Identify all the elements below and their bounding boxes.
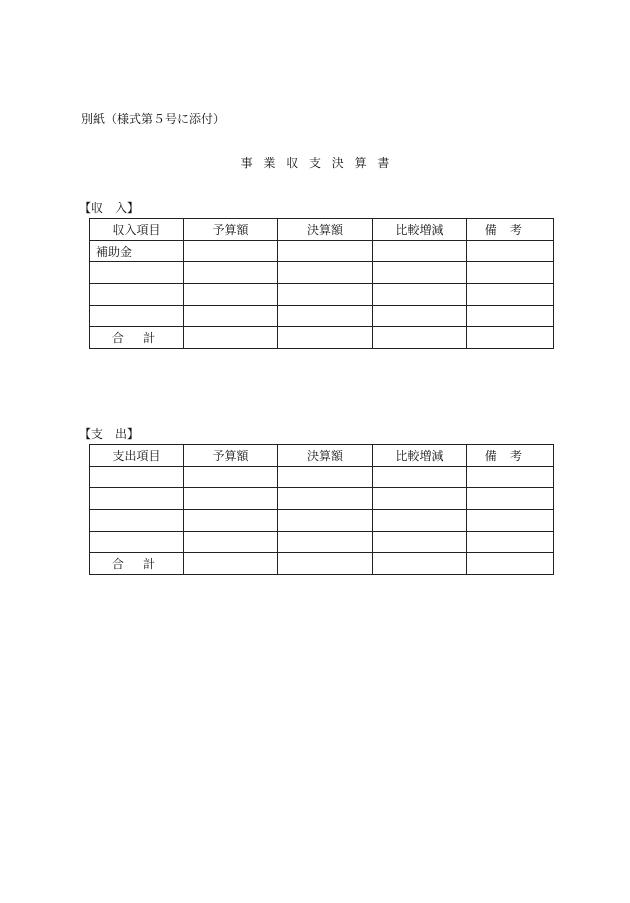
income-item-cell [90, 262, 184, 284]
expense-remarks-cell [467, 488, 554, 510]
expense-item-cell [90, 510, 184, 532]
expense-item-header: 支出項目 [90, 445, 184, 467]
income-budget-header: 予算額 [184, 219, 278, 241]
table-row [90, 466, 554, 488]
expense-remarks-header: 備考 [467, 445, 554, 467]
income-item-cell: 補助金 [90, 240, 184, 262]
income-settlement-cell [278, 262, 373, 284]
income-remarks-cell [467, 262, 554, 284]
table-row [90, 488, 554, 510]
income-settlement-header: 決算額 [278, 219, 373, 241]
expense-budget-cell [184, 531, 278, 553]
expense-item-cell [90, 531, 184, 553]
expense-section-label: 【支 出】 [79, 427, 140, 441]
income-total-remarks [467, 327, 554, 349]
income-remarks-header: 備考 [467, 219, 554, 241]
income-table [89, 218, 554, 349]
expense-difference-cell [373, 488, 467, 510]
table-row [90, 531, 554, 553]
table-row [90, 240, 554, 262]
income-budget-cell [184, 240, 278, 262]
income-difference-header: 比較増減 [373, 219, 467, 241]
table-row [90, 284, 554, 306]
expense-budget-cell [184, 488, 278, 510]
income-total-label: 合計 [90, 327, 184, 349]
expense-total-row [90, 553, 554, 575]
table-row [90, 305, 554, 327]
income-settlement-cell [278, 284, 373, 306]
expense-table [89, 444, 554, 575]
expense-item-cell [90, 488, 184, 510]
income-item-cell [90, 305, 184, 327]
income-settlement-cell [278, 305, 373, 327]
expense-item-cell [90, 466, 184, 488]
income-budget-cell [184, 262, 278, 284]
expense-remarks-cell [467, 510, 554, 532]
table-row [90, 262, 554, 284]
income-remarks-cell [467, 284, 554, 306]
income-difference-cell [373, 305, 467, 327]
expense-settlement-cell [278, 488, 373, 510]
income-total-budget [184, 327, 278, 349]
expense-total-label: 合計 [90, 553, 184, 575]
income-header-row [90, 219, 554, 241]
income-total-difference [373, 327, 467, 349]
expense-settlement-header: 決算額 [278, 445, 373, 467]
expense-settlement-cell [278, 510, 373, 532]
income-item-cell [90, 284, 184, 306]
expense-total-settlement [278, 553, 373, 575]
income-remarks-cell [467, 305, 554, 327]
expense-difference-header: 比較増減 [373, 445, 467, 467]
income-total-row [90, 327, 554, 349]
expense-remarks-cell [467, 466, 554, 488]
expense-budget-cell [184, 466, 278, 488]
income-settlement-cell [278, 240, 373, 262]
income-remarks-cell [467, 240, 554, 262]
expense-settlement-cell [278, 466, 373, 488]
expense-budget-cell [184, 510, 278, 532]
expense-difference-cell [373, 531, 467, 553]
income-difference-cell [373, 284, 467, 306]
expense-total-budget [184, 553, 278, 575]
expense-budget-header: 予算額 [184, 445, 278, 467]
income-item-header: 収入項目 [90, 219, 184, 241]
expense-settlement-cell [278, 531, 373, 553]
income-total-settlement [278, 327, 373, 349]
document-title: 事業収支決算書 [240, 156, 401, 170]
expense-difference-cell [373, 466, 467, 488]
income-difference-cell [373, 240, 467, 262]
expense-total-remarks [467, 553, 554, 575]
table-row [90, 510, 554, 532]
expense-total-difference [373, 553, 467, 575]
expense-header-row [90, 445, 554, 467]
income-difference-cell [373, 262, 467, 284]
expense-difference-cell [373, 510, 467, 532]
expense-remarks-cell [467, 531, 554, 553]
attachment-note: 別紙（様式第５号に添付） [81, 112, 226, 126]
income-budget-cell [184, 305, 278, 327]
income-section-label: 【収 入】 [79, 201, 140, 215]
income-budget-cell [184, 284, 278, 306]
